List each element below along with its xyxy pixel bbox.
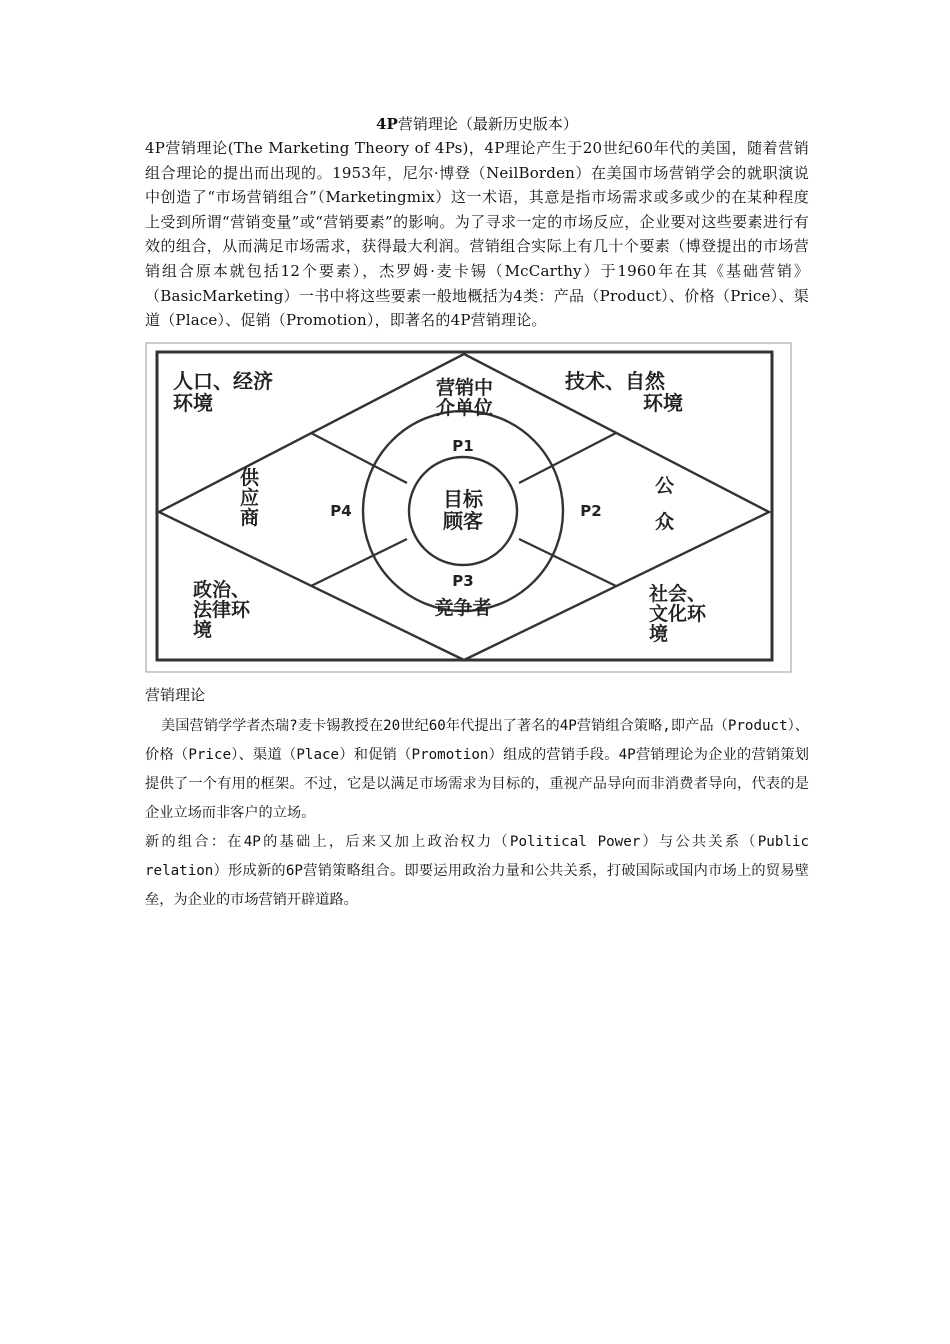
- body-paragraph-1: 美国营销学学者杰瑞?麦卡锡教授在20世纪60年代提出了著名的4P营销组合策略,即产品（Product）、价格（Price）、渠道（Place）和促销（Promotion）组成的营销手段。4P营销理论为企业的营销策划提供了一个有用的框架。不过，它是以满足市场需求为目标的，重视产品导向而非消费者导向，代表的是企业立场而非客户的立场。: [145, 717, 809, 821]
- diamond-left-line2: 应: [240, 486, 260, 509]
- corner-bl-line3: 境: [193, 618, 213, 641]
- diagram-svg: [145, 342, 793, 674]
- diamond-top-line2: 介单位: [436, 396, 494, 419]
- corner-br-line2: 文化环: [649, 602, 707, 625]
- corner-bl-line2: 法律环: [193, 598, 251, 621]
- corner-bl-line1: 政治、: [193, 578, 251, 601]
- p3-label: P3: [452, 571, 474, 590]
- corner-br-line3: 境: [649, 622, 669, 645]
- diamond-right-line2: 众: [655, 510, 675, 533]
- body-paragraph-2: 新的组合：在4P的基础上，后来又加上政治权力（Political Power）与公共关系（Public relation）形成新的6P营销策略组合。即要运用政治力量和公共关系，打破国际或国内市场上的贸易壁垒，为企业的市场营销开辟道路。: [145, 833, 809, 908]
- p4-label: P4: [330, 501, 352, 520]
- corner-tl-line2: 环境: [173, 390, 213, 415]
- corner-tr-line1: 技术、自然: [565, 368, 665, 393]
- intro-paragraph: 4P营销理论(The Marketing Theory of 4Ps)，4P理论产生于20世纪60年代的美国，随着营销组合理论的提出而出现的。1953年，尼尔·博登（NeilBorden）在美国市场营销学会的就职演说中创造了“市场营销组合”（Marketingmix）这一术语，其意是指市场需求或多或少的在某种程度上受到所谓“营销变量”或“营销要素”的影响。为了寻求一定的市场反应，企业要对这些要素进行有效的组合，从而满足市场需求，获得最大利润。营销组合实际上有几十个要素（博登提出的市场营销组合原本就包括12个要素），杰罗姆·麦卡锡（McCarthy）于1960年在其《基础营销》（BasicMarketing）一书中将这些要素一般地概括为4类：产品（Product）、价格（Price）、渠道（Place）、促销（Promotion），即著名的4P营销理论。: [145, 139, 809, 330]
- diamond-right-line1: 公: [655, 474, 675, 497]
- document-page: [145, 112, 809, 915]
- marketing-4p-diagram: [145, 342, 793, 674]
- figure-caption: 营销理论: [145, 685, 206, 704]
- diamond-top-line1: 营销中: [436, 376, 494, 399]
- corner-br-line1: 社会、: [649, 582, 707, 605]
- title-rest: 营销理论（最新历史版本）: [397, 115, 578, 133]
- diamond-bottom-label: 竞争者: [434, 596, 492, 619]
- p2-label: P2: [580, 501, 602, 520]
- center-line2: 顾客: [443, 508, 483, 533]
- title-bold: 4P: [376, 115, 398, 133]
- diamond-left-line1: 供: [240, 466, 260, 489]
- corner-tr-line2: 环境: [643, 390, 683, 415]
- center-line1: 目标: [443, 486, 483, 511]
- diamond-left-line3: 商: [240, 506, 260, 529]
- body-section: [145, 712, 809, 915]
- document-title: [145, 112, 809, 136]
- corner-tl-line1: 人口、经济: [173, 368, 273, 393]
- p1-label: P1: [452, 436, 474, 455]
